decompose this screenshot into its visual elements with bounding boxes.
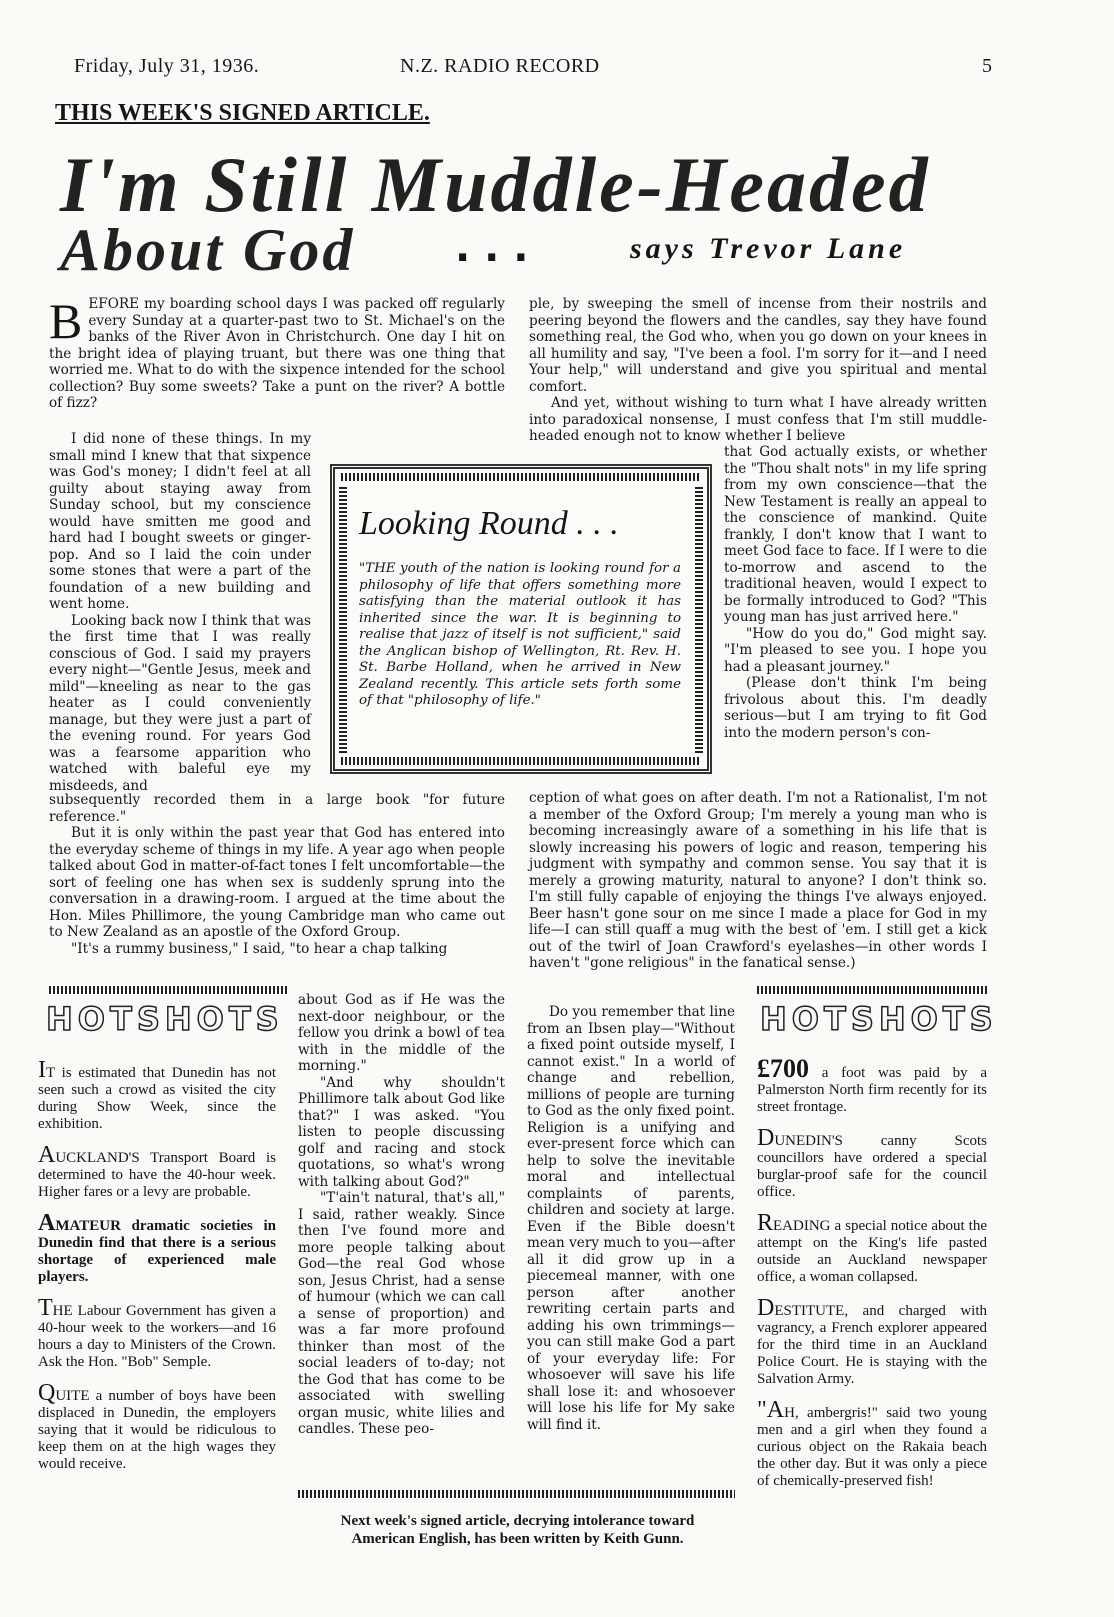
article-paragraph: ception of what goes on after death. I'm not a Rationalist, I'm not a member of the Oxford Group; I'm merely a young man who is becoming increasingly aware of a something in his life that is slowly increasing his powers of logic and reason, tempering his judgment with sympathy and common sense. You say that it is merely a growing maturity, natural to anyone? I don't think so. I'm still fully capable of enjoying the things I've always enjoyed. Beer hasn't gone sour on me since I made a place for God in my life—I can still quaff a mug with the best of 'em. I still get a kick out of the twirl of Joan Crawford's eyelashes—in other words I haven't "gone religious" in the fanatical sense.) <box>529 790 987 971</box>
hotshot-item: "AH, ambergris!" said two young men and a girl when they found a curious object on the Rakaia beach the other day. But it was only a piece of chemically-preserved fish! <box>757 1397 987 1489</box>
hotshots-left-list <box>38 1057 276 1487</box>
article-paragraph: And yet, without wishing to turn what I have already written into paradoxical nonsense, I must confess that I'm still muddle-headed enough not to know whether I believe <box>529 395 987 444</box>
hotshot-item: AUCKLAND'S Transport Board is determined to have the 40-hour week. Higher fares or a levy are probable. <box>38 1142 276 1200</box>
hotshot-item: DUNEDIN'S canny Scots councillors have ordered a special burglar-proof safe for the council office. <box>757 1125 987 1200</box>
article-column-2-bottom <box>529 790 987 972</box>
hotshot-item: THE Labour Government has given a 40-hour week to the workers—and 16 hours a day to Ministers of the Crown. Ask the Hon. "Bob" Semple. <box>38 1295 276 1370</box>
box-border-right <box>695 485 703 753</box>
article-paragraph: But it is only within the past year that God has entered into the everyday scheme of things in my life. A year ago when people talked about God in matter-of-fact tones I felt uncomfortable—the sort of feeling one has when sex is suddenly sprung into the conversation in a drawing-room. I argued at the time about the Hon. Miles Phillimore, the young Cambridge man who came out to New Zealand as an apostle of the Oxford Group. <box>49 825 505 940</box>
hotshot-item: READING a special notice about the attempt on the King's life pasted outside an Auckland newspaper office, a woman collapsed. <box>757 1210 987 1285</box>
article-paragraph: ple, by sweeping the smell of incense from their nostrils and peering beyond the flowers and the candles, say they have found something real, the God who, when you go down on your knees in all humility and say, "I've been a fool. I'm sorry for it—and I need Your help," will understand and give you spiritual and mental comfort. <box>529 296 987 395</box>
hotshots-left-rule <box>49 986 289 994</box>
hotshots-right-rule <box>757 986 987 994</box>
article-paragraph: that God actually exists, or whether the "Thou shalt nots" in my life spring from my own conscience—that the New Testament is really an appeal to the conscience of mankind. Quite frankly, I don't know that I want to meet God face to face. If I were to die to-morrow and ascend to the traditional heaven, would I expect to be formally introduced to God? "This young man has just arrived here." <box>724 444 987 625</box>
article-byline: says Trevor Lane <box>630 232 907 265</box>
article-paragraph: Looking back now I think that was the first time that I was really conscious of God. I said my prayers every night—"Gentle Jesus, meek and mild"—kneeling as near to the gas heater as I could conveniently manage, but they were just a part of the evening round. For years God was a fearsome apparition who watched with baleful eye my misdeeds, and <box>49 612 311 794</box>
hotshots-right-title: HOTSHOTS <box>760 1000 998 1038</box>
article-paragraph: "And why shouldn't Phillimore talk about God like that?" I was asked. "You listen to people discussing golf and racing and stock quotations, so what's wrong with talking about God?" <box>298 1074 505 1190</box>
drop-cap: B <box>49 293 83 349</box>
article-paragraph: "How do you do," God might say. "I'm pleased to see you. I hope you had a pleasant journey." <box>724 625 987 675</box>
article-paragraph: "It's a rummy business," I said, "to hear a chap talking <box>71 940 448 957</box>
next-week-note: Next week's signed article, decrying intolerance toward American English, has been written by Keith Gunn. <box>340 1513 695 1547</box>
article-column-c <box>527 1004 735 1433</box>
hotshots-left-title: HOTSHOTS <box>46 1000 284 1038</box>
article-paragraph: (Please don't think I'm being frivolous about this. I'm deadly serious—but I am trying to fit God into the modern person's con- <box>724 675 987 741</box>
article-paragraph: about God as if He was the next-door neighbour, or the fellow you drink a bowl of tea with in the middle of the morning." <box>298 992 505 1074</box>
hotshot-item: AMATEUR dramatic societies in Dunedin find that there is a serious shortage of experienced male players. <box>38 1210 276 1285</box>
publication-name: N.Z. RADIO RECORD <box>400 55 600 77</box>
article-column-2-narrow <box>724 444 987 741</box>
article-paragraph: subsequently recorded them in a large book "for future reference." <box>49 792 505 825</box>
article-column-1-narrow <box>49 431 311 794</box>
article-column-1-top <box>49 293 505 412</box>
looking-round-text: "THE youth of the nation is looking round for a philosophy of life that offers something more satisfying than the material outlook it has inherited since the war. It is beginning to realise that jazz of itself is not sufficient," said the Anglican bishop of Wellington, Rt. Rev. H. St. Barbe Holland, when he arrived in New Zealand recently. This article sets forth some of that "philosophy of life." <box>359 561 681 708</box>
article-paragraph: EFORE my boarding school days I was packed off regularly every Sunday at a quarter-past two to St. Michael's on the banks of the River Avon in Christchurch. One day I hit on the bright idea of playing truant, but there was one thing that worried me. What to do with the sixpence intended for the school collection? Buy some sweets? Take a punt on the river? A bottle of fizz? <box>49 296 505 411</box>
article-paragraph: "T'ain't natural, that's all," I said, rather weakly. Since then I've found more and more people talking about God—the real God whose son, Jesus Christ, had a sense of humour (which we can call a sense of proportion) and was a far more profound thinker than most of the social leaders of to-day; not the God that has come to be associated with swelling organ music, white lilies and candles. These peo- <box>298 1190 505 1437</box>
article-column-b <box>298 992 505 1438</box>
box-border-top <box>341 473 701 481</box>
hotshots-right-list <box>757 1054 987 1504</box>
section-label: THIS WEEK'S SIGNED ARTICLE. <box>55 100 430 126</box>
next-week-rule <box>298 1490 735 1498</box>
looking-round-title: Looking Round . . . <box>359 505 619 542</box>
hotshot-item: IT is estimated that Dunedin has not seen such a crowd as visited the city during Show Week, since the exhibition. <box>38 1057 276 1132</box>
article-column-2-top <box>529 296 987 445</box>
article-paragraph: Do you remember that line from an Ibsen play—"Without a fixed point outside myself, I cannot exist." In a world of change and rebellion, millions of people are turning to God as the only fixed point. Religion is a unifying and ever-present force which can help to solve the inevitable moral and intellectual complaints of parents, children and society at large. Even if the Bible doesn't mean very much to you—after all it did grow up in a piecemeal manner, with one person after another rewriting certain parts and adding his own trimmings—you can still make God a part of your everyday life: For whosoever will save his life shall lose it: and whosoever will lose his life for My sake will find it. <box>527 1004 735 1433</box>
hotshot-item: QUITE a number of boys have been displaced in Dunedin, the employers saying that it would be ridiculous to keep them on at the high wages they would receive. <box>38 1380 276 1472</box>
article-title-line2: About God <box>60 217 356 283</box>
hotshot-item: £700 a foot was paid by a Palmerston North firm recently for its street frontage. <box>757 1054 987 1115</box>
title-ellipsis: . . . <box>455 225 529 271</box>
article-title-line1: I'm Still Muddle-Headed <box>60 141 931 228</box>
hotshot-item: DESTITUTE, and charged with vagrancy, a French explorer appeared for the third time in an Auckland Police Court. He is staying with the Salvation Army. <box>757 1295 987 1387</box>
looking-round-box <box>330 464 712 774</box>
page-number: 5 <box>982 55 993 77</box>
article-paragraph: I did none of these things. In my small mind I knew that that sixpence was God's money; I didn't feel at all guilty about staying away from Sunday school, but my conscience would have smitten me good and hard had I bought sweets or ginger-pop. And so I laid the coin under some stones that were a part of the foundation of a new building and went home. <box>49 431 311 612</box>
box-border-left <box>339 485 347 753</box>
page-date: Friday, July 31, 1936. <box>74 55 260 77</box>
article-column-1-bottom <box>49 792 505 957</box>
box-border-bottom <box>341 757 701 765</box>
